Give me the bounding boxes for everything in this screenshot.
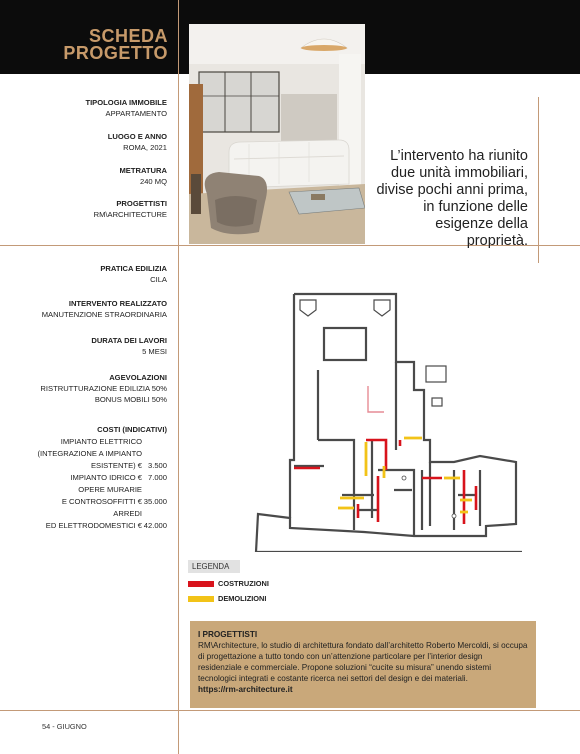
spec-intervento <box>42 298 167 320</box>
spec-label: PROGETTISTI <box>116 199 167 208</box>
cost-amount: 3.500 <box>147 461 167 470</box>
cost-line <box>20 472 167 484</box>
divider-quote <box>538 97 539 263</box>
legend-item-costruzioni <box>188 579 328 588</box>
costs-label: COSTI (INDICATIVI) <box>97 425 167 434</box>
divider-footer <box>0 710 580 711</box>
spec-luogo-anno <box>108 131 167 153</box>
legend-label: DEMOLIZIONI <box>218 594 267 603</box>
progettisti-link[interactable]: https://rm-architecture.it <box>198 685 293 694</box>
title-line-1: SCHEDA <box>88 26 168 46</box>
cost-line <box>20 508 167 520</box>
spec-label: TIPOLOGIA IMMOBILE <box>85 98 167 107</box>
cost-text: ESISTENTE) € <box>90 461 142 470</box>
spec-value: APPARTAMENTO <box>105 109 167 118</box>
progettisti-box <box>190 621 536 708</box>
spec-pratica <box>100 263 167 285</box>
spec-value: CILA <box>150 275 167 284</box>
swatch-red <box>188 581 214 587</box>
cost-text: ARREDI <box>113 509 142 518</box>
cost-line <box>20 520 167 532</box>
divider-vertical <box>178 0 179 754</box>
interior-photo <box>189 24 365 244</box>
spec-value: MANUTENZIONE STRAORDINARIA <box>41 310 167 319</box>
cost-amount: 7.000 <box>147 473 167 482</box>
progettisti-body: RM\Architecture, lo studio di architettura fondato dall’architetto Roberto Mercoldi, si occupa di progettazione a tutto tondo con un’attenzione particolare per l’interior design residenziale e commerciale. Propone soluzioni “cucite su misura” unendo sistemi tecnologici integrati e costante ricerca nei settori del design e dei materiali. <box>198 641 528 683</box>
costs-block <box>20 424 167 532</box>
spec-progettisti <box>94 198 167 220</box>
cost-text: ED ELETTRODOMESTICI € <box>45 521 142 530</box>
progettisti-title: I PROGETTISTI <box>198 630 258 639</box>
floor-plan <box>254 290 524 552</box>
cost-text: OPERE MURARIE <box>78 485 142 494</box>
spec-tipologia <box>85 97 167 119</box>
spec-value: 240 MQ <box>139 177 167 186</box>
spec-label: INTERVENTO REALIZZATO <box>68 299 167 308</box>
cost-amount: 35.000 <box>143 497 167 506</box>
spec-value: 5 MESI <box>142 347 167 356</box>
legend-title: LEGENDA <box>188 560 240 573</box>
pull-quote: L’intervento ha riunito due unità immobiliari, divise pochi anni prima, in funzione delle esigenze della proprietà. <box>376 148 528 249</box>
legend-label: COSTRUZIONI <box>218 579 269 588</box>
spec-label: AGEVOLAZIONI <box>109 373 167 382</box>
spec-value: RM\ARCHITECTURE <box>93 210 167 219</box>
title-line-2: PROGETTO <box>63 43 168 63</box>
spec-value: RISTRUTTURAZIONE EDILIZIA 50% <box>40 384 167 393</box>
cost-amount: 42.000 <box>143 521 167 530</box>
spec-value: ROMA, 2021 <box>123 143 167 152</box>
cost-line <box>20 448 167 460</box>
legend <box>188 560 328 603</box>
cost-line <box>20 460 167 472</box>
swatch-yellow <box>188 596 214 602</box>
section-title <box>40 28 168 62</box>
cost-text: E CONTROSOFFITTI € <box>61 497 142 506</box>
cost-line <box>20 436 167 448</box>
cost-line <box>20 484 167 496</box>
spec-value-2: BONUS MOBILI 50% <box>94 395 167 404</box>
spec-durata <box>91 335 167 357</box>
spec-label: LUOGO E ANNO <box>107 132 167 141</box>
spec-label: METRATURA <box>119 166 167 175</box>
page-footer: 54 - GIUGNO <box>42 722 87 731</box>
spec-metratura <box>119 165 167 187</box>
spec-label: DURATA DEI LAVORI <box>91 336 167 345</box>
cost-text: IMPIANTO ELETTRICO <box>60 437 142 446</box>
cost-text: (INTEGRAZIONE A IMPIANTO <box>37 449 142 458</box>
cost-text: IMPIANTO IDRICO € <box>70 473 142 482</box>
legend-item-demolizioni <box>188 594 328 603</box>
cost-line <box>20 496 167 508</box>
spec-agevolazioni <box>40 372 167 405</box>
spec-label: PRATICA EDILIZIA <box>100 264 167 273</box>
